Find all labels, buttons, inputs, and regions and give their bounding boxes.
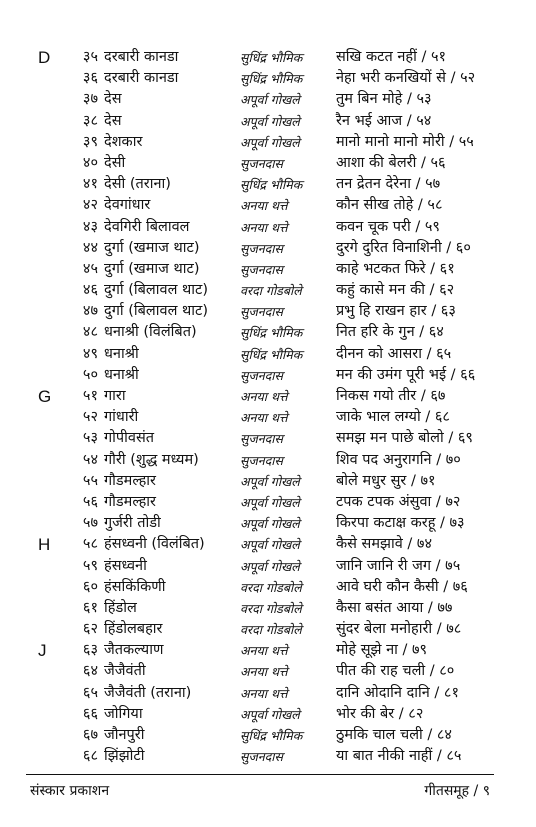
artist-name: सुधिंद्र भौमिक (240, 177, 303, 193)
artist-name: सुजनदास (240, 304, 283, 320)
raga-name: दुर्गा (खमाज थाट) (104, 239, 200, 256)
artist-name: वरदा गोडबोले (240, 283, 302, 299)
artist-name: अनया थत्ते (240, 219, 288, 235)
raga-name: गांधारी (104, 409, 139, 426)
artist-name: अपूर्वा गोखले (240, 473, 300, 489)
index-row (0, 195, 536, 216)
section-letter: J (38, 641, 47, 661)
song-title-page: मन की उमंग पूरी भई / ६६ (336, 366, 476, 383)
song-title-page: मोहे सूझे ना / ७९ (336, 642, 428, 659)
artist-name: अनया थत्ते (240, 643, 288, 659)
index-row (0, 322, 536, 343)
index-row (0, 89, 536, 110)
index-row (0, 280, 536, 301)
footer-page-label: गीतसमूह / ९ (424, 783, 490, 799)
artist-name: अपूर्वा गोखले (240, 706, 300, 722)
song-title-page: ठुमकि चाल चली / ८४ (336, 727, 452, 743)
raga-name: देसी (104, 154, 126, 171)
artist-name: अनया थत्ते (240, 664, 288, 680)
entry-number: ५५ (82, 472, 98, 489)
entry-number: ६१ (82, 599, 98, 616)
index-row (0, 577, 536, 598)
index-row (0, 132, 536, 153)
raga-name: देस (104, 91, 122, 108)
index-row (0, 47, 536, 68)
raga-name: देवगिरी बिलावल (104, 218, 190, 235)
artist-name: सुजनदास (240, 240, 283, 256)
raga-name: धनाश्री (विलंबित) (104, 324, 197, 341)
artist-name: सुजनदास (240, 452, 283, 468)
raga-name: हिंडोल (104, 599, 137, 616)
song-title-page: किरपा कटाक्ष करहू / ७३ (336, 515, 465, 532)
index-row (0, 238, 536, 259)
raga-name: देसी (तराना) (104, 176, 171, 193)
index-row (0, 111, 536, 132)
entry-number: ४६ (82, 282, 98, 299)
raga-name: जैजैवंती (तराना) (104, 684, 192, 701)
song-title-page: नेहा भरी कनखियों से / ५२ (336, 70, 476, 87)
index-row (0, 556, 536, 577)
index-row (0, 259, 536, 280)
index-row (0, 365, 536, 386)
raga-name: जैतकल्याण (104, 642, 164, 659)
entry-number: ४१ (82, 176, 98, 193)
song-title-page: काहे भटकत फिरे / ६१ (336, 260, 455, 277)
entry-number: ४० (82, 154, 98, 171)
raga-name: धनाश्री (104, 345, 139, 362)
section-letter: D (38, 48, 51, 67)
artist-name: सुजनदास (240, 749, 283, 765)
raga-name: जौनपुरी (104, 727, 145, 743)
song-title-page: प्रभु हि राखन हार / ६३ (336, 303, 456, 320)
index-row (0, 344, 536, 365)
artist-name: सुधिंद्र भौमिक (240, 346, 303, 362)
entry-number: ४२ (82, 197, 98, 214)
song-title-page: समझ मन पाछे बोलो / ६९ (336, 430, 473, 447)
raga-name: हंसध्वनी (104, 557, 147, 574)
song-title-page: कैसा बसंत आया / ७७ (336, 599, 453, 616)
raga-name: गुर्जरी तोडी (104, 515, 161, 532)
raga-name: झिंझोटी (104, 748, 145, 765)
entry-number: ५२ (82, 409, 98, 426)
artist-name: सुधिंद्र भौमिक (240, 50, 303, 65)
artist-name: अनया थत्ते (240, 410, 288, 426)
raga-name: दरबारी कानडा (104, 49, 179, 65)
section-letter: G (38, 387, 52, 406)
artist-name: सुधिंद्र भौमिक (240, 728, 303, 743)
raga-name: देवगांधार (104, 197, 151, 214)
entry-number: ३७ (82, 91, 98, 108)
raga-name: देस (104, 112, 122, 129)
index-row (0, 492, 536, 513)
entry-number: ६३ (82, 642, 98, 659)
song-title-page: कवन चूक परी / ५९ (336, 218, 440, 235)
song-title-page: कौन सीख तोहे / ५८ (336, 197, 443, 214)
entry-number: ६५ (82, 684, 98, 701)
entry-number: ६७ (82, 727, 98, 743)
artist-name: सुजनदास (240, 367, 283, 383)
raga-name: धनाश्री (104, 366, 139, 383)
raga-name: जोगिया (104, 705, 143, 722)
index-row (0, 301, 536, 322)
song-title-page: दीनन को आसरा / ६५ (336, 345, 452, 362)
entry-number: ५७ (82, 515, 98, 532)
artist-name: सुजनदास (240, 155, 283, 171)
entry-number: ६२ (82, 621, 98, 638)
artist-name: वरदा गोडबोले (240, 622, 302, 638)
artist-name: सुधिंद्र भौमिक (240, 325, 303, 341)
artist-name: सुधिंद्र भौमिक (240, 71, 303, 87)
index-row (0, 428, 536, 449)
artist-name: अपूर्वा गोखले (240, 134, 300, 150)
entry-number: ६६ (82, 705, 98, 722)
song-title-page: जाके भाल लग्यो / ६८ (336, 409, 450, 426)
index-row (0, 450, 536, 471)
entry-number: ३८ (82, 112, 98, 129)
raga-name: जैजैवंती (104, 663, 146, 680)
index-row (0, 386, 536, 407)
index-row (0, 661, 536, 682)
song-title-page: निकस गयो तीर / ६७ (336, 388, 446, 404)
artist-name: अनया थत्ते (240, 685, 288, 701)
entry-number: ३९ (82, 133, 98, 150)
entry-number: ४९ (82, 345, 98, 362)
song-title-page: पीत की राह चली / ८० (336, 663, 455, 680)
song-title-page: बोले मधुर सुर / ७१ (336, 472, 436, 489)
entry-number: ५० (82, 366, 98, 383)
song-title-page: मानो मानो मानो मोरी / ५५ (336, 133, 474, 150)
song-title-page: सुंदर बेला मनोहारी / ७८ (336, 621, 462, 638)
raga-name: गौडमल्हार (104, 493, 156, 510)
song-title-page: भोर की बेर / ८२ (336, 705, 424, 722)
entry-number: ४४ (82, 239, 98, 256)
song-title-page: या बात नीकी नाहीं / ८५ (336, 748, 462, 765)
raga-name: गौडमल्हार (104, 472, 156, 489)
artist-name: अपूर्वा गोखले (240, 558, 300, 574)
entry-number: ५९ (82, 557, 98, 574)
index-row (0, 153, 536, 174)
index-row (0, 407, 536, 428)
footer-divider (26, 774, 494, 775)
artist-name: अपूर्वा गोखले (240, 92, 300, 108)
index-row (0, 598, 536, 619)
raga-name: हंसकिंकिणी (104, 578, 166, 595)
entry-number: ५६ (82, 493, 98, 510)
song-title-page: सखि कटत नहीं / ५१ (336, 49, 447, 65)
index-row (0, 513, 536, 534)
song-title-page: आवे घरी कौन कैसी / ७६ (336, 578, 468, 595)
index-row (0, 174, 536, 195)
artist-name: अनया थत्ते (240, 389, 288, 404)
index-row (0, 68, 536, 89)
raga-name: हंसध्वनी (विलंबित) (104, 536, 205, 553)
index-row (0, 746, 536, 767)
song-title-page: कहुं कासे मन की / ६२ (336, 282, 455, 299)
raga-name: गोपीवसंत (104, 430, 155, 447)
raga-name: दुर्गा (बिलावल थाट) (104, 303, 208, 320)
song-title-page: जानि जानि री जग / ७५ (336, 557, 461, 574)
entry-number: ५८ (82, 536, 98, 553)
entry-number: ६४ (82, 663, 98, 680)
raga-name: हिंडोलबहार (104, 621, 163, 638)
artist-name: सुजनदास (240, 431, 283, 447)
entry-number: ३५ (82, 49, 98, 65)
entry-number: ५३ (82, 430, 98, 447)
raga-name: दरबारी कानडा (104, 70, 179, 87)
artist-name: सुजनदास (240, 261, 283, 277)
song-title-page: रैन भई आज / ५४ (336, 112, 432, 129)
artist-name: अपूर्वा गोखले (240, 537, 300, 553)
entry-number: ४७ (82, 303, 98, 320)
artist-name: अपूर्वा गोखले (240, 516, 300, 532)
index-row (0, 471, 536, 492)
song-title-page: दुरगे दुरित विनाशिनी / ६० (336, 239, 471, 256)
entry-number: ६८ (82, 748, 98, 765)
index-row (0, 640, 536, 661)
song-index-list (0, 47, 536, 767)
section-letter: H (38, 535, 51, 555)
song-title-page: टपक टपक अंसुवा / ७२ (336, 493, 461, 510)
index-row (0, 725, 536, 746)
index-row (0, 217, 536, 238)
entry-number: ४८ (82, 324, 98, 341)
song-title-page: तन द्रेतन देरेना / ५७ (336, 176, 441, 193)
index-row (0, 619, 536, 640)
entry-number: ६० (82, 578, 98, 595)
entry-number: ४३ (82, 218, 98, 235)
index-row (0, 683, 536, 704)
song-title-page: आशा की बेलरी / ५६ (336, 154, 446, 171)
entry-number: ३६ (82, 70, 98, 87)
entry-number: ४५ (82, 260, 98, 277)
entry-number: ५४ (82, 451, 98, 468)
song-title-page: नित हरि के गुन / ६४ (336, 324, 444, 341)
song-title-page: कैसे समझावे / ७४ (336, 536, 432, 553)
footer-publisher: संस्कार प्रकाशन (30, 783, 110, 799)
raga-name: देशकार (104, 133, 143, 150)
index-row (0, 704, 536, 725)
artist-name: वरदा गोडबोले (240, 579, 302, 595)
song-title-page: दानि ओदानि दानि / ८१ (336, 684, 460, 701)
raga-name: दुर्गा (खमाज थाट) (104, 260, 200, 277)
raga-name: दुर्गा (बिलावल थाट) (104, 282, 208, 299)
artist-name: अनया थत्ते (240, 198, 288, 214)
artist-name: अपूर्वा गोखले (240, 494, 300, 510)
raga-name: गौरी (शुद्ध मध्यम) (104, 451, 199, 468)
song-title-page: तुम बिन मोहे / ५३ (336, 91, 432, 108)
song-title-page: शिव पद अनुरागनि / ७० (336, 451, 461, 468)
raga-name: गारा (104, 388, 126, 404)
entry-number: ५१ (82, 388, 98, 404)
index-row (0, 534, 536, 555)
artist-name: वरदा गोडबोले (240, 600, 302, 616)
artist-name: अपूर्वा गोखले (240, 113, 300, 129)
